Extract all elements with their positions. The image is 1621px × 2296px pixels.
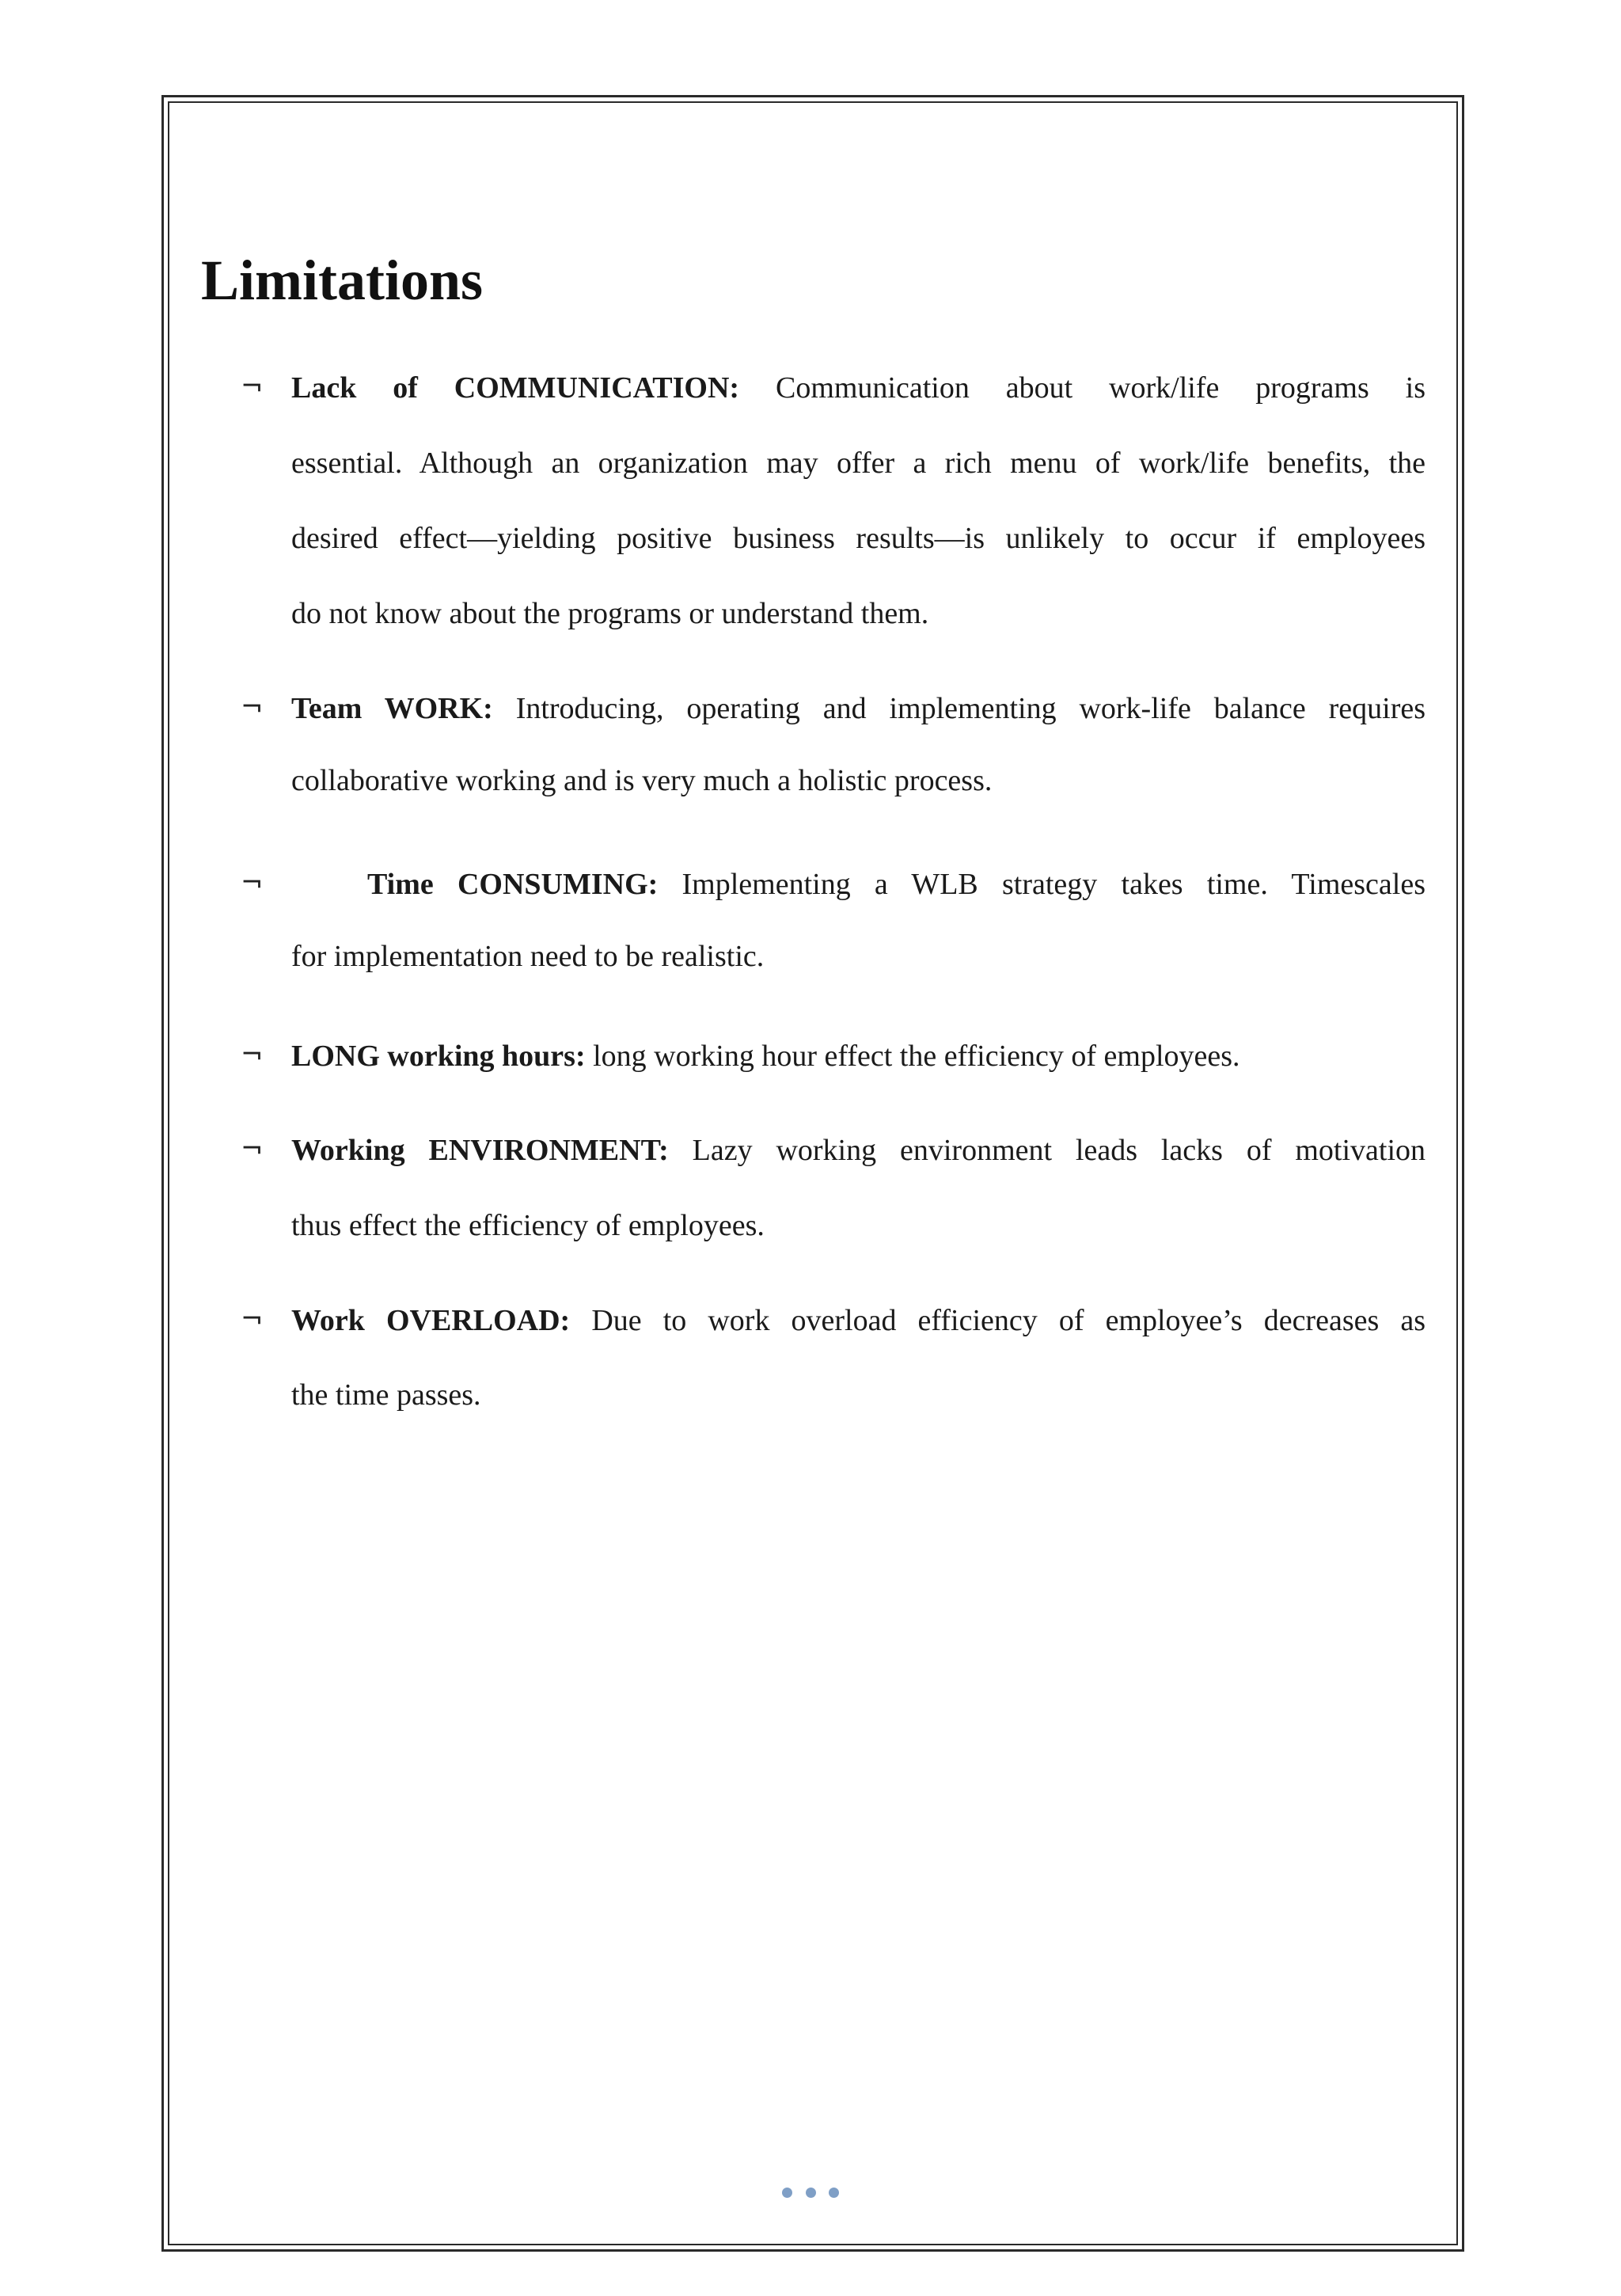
list-item-line: desired effect—yielding positive business results—is unlikely to occur if employees [291,522,1425,555]
list-item-term: Time CONSUMING: [367,868,659,901]
ellipsis-icon [782,2187,839,2198]
list-item-first-line [291,1131,1425,1169]
page-border-inner [168,101,1458,2245]
list-item-first-line [291,690,1425,728]
list-item-first-line [291,1302,1425,1340]
dot [806,2188,816,2198]
list-item-line: for implementation need to be realistic. [291,940,765,973]
list-item-text: long working hour effect the efficiency of employees. [593,1040,1240,1073]
bullet-icon: ¬ [241,1039,264,1070]
dot [782,2188,792,2198]
list-item-term: Working ENVIRONMENT: [291,1134,669,1167]
bullet-icon: ¬ [241,371,264,402]
list-item-text: Introducing, operating and implementing work-life balance requires [515,692,1426,725]
list-item-text: Due to work overload efficiency of employee’s decreases as [591,1304,1426,1337]
list-item-first-line [291,865,1425,903]
list-item-line: thus effect the efficiency of employees. [291,1209,765,1242]
list-item-text: Communication about work/life programs is [775,371,1426,405]
list-item-text: Implementing a WLB strategy takes time. Timescales [681,868,1425,901]
list-item-line: collaborative working and is very much a holistic process. [291,764,993,797]
bullet-icon: ¬ [241,867,264,899]
list-item-term: LONG working hours: [291,1040,586,1073]
list-item-line: the time passes. [291,1378,481,1412]
bullet-icon: ¬ [241,691,264,723]
list-item-first-line [291,1037,1425,1075]
list-item-text: Lazy working environment leads lacks of motivation [692,1134,1426,1167]
bullet-icon: ¬ [241,1133,264,1165]
list-item-first-line [291,369,1425,407]
bullet-icon: ¬ [241,1303,264,1335]
list-item-term: Work OVERLOAD: [291,1304,571,1337]
list-item-line: do not know about the programs or understand them. [291,597,929,630]
page-title: Limitations [201,249,484,312]
list-item-term: Team WORK: [291,692,493,725]
dot [829,2188,839,2198]
list-item-term: Lack of COMMUNICATION: [291,371,740,405]
list-item-line: essential. Although an organization may offer a rich menu of work/life benefits, the [291,447,1425,480]
